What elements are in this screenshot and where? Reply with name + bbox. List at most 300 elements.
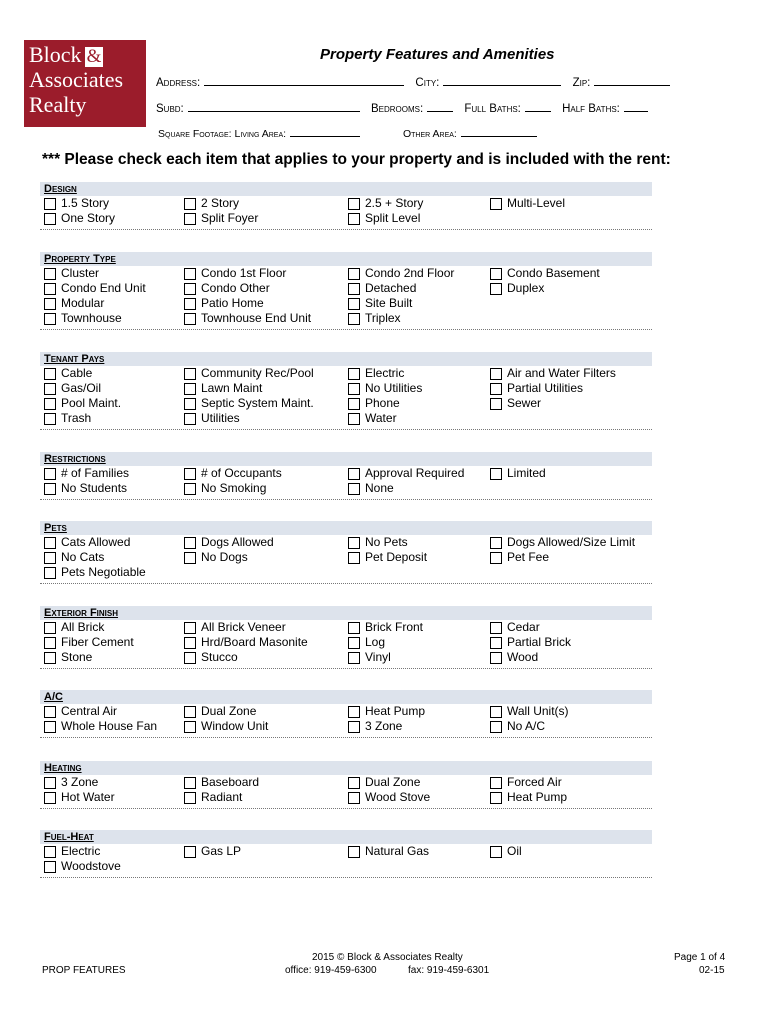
- checkbox-label: Cats Allowed: [61, 535, 131, 549]
- checkbox[interactable]: [490, 268, 502, 280]
- section-items: [40, 266, 652, 330]
- checkbox-item-split-foyer[interactable]: [184, 211, 258, 226]
- checkbox-label: All Brick Veneer: [201, 620, 286, 634]
- checkbox-item-lawn-maint[interactable]: [184, 381, 262, 396]
- checkbox[interactable]: [490, 383, 502, 395]
- checkbox-label: 2.5 + Story: [365, 196, 424, 210]
- checkbox[interactable]: [44, 198, 56, 210]
- checkbox-label: Wall Unit(s): [507, 704, 569, 718]
- checkbox[interactable]: [348, 706, 360, 718]
- sqft-field[interactable]: [290, 125, 360, 137]
- checkbox-label: Stone: [61, 650, 93, 664]
- checkbox[interactable]: [348, 652, 360, 664]
- header-row-1: [156, 74, 678, 89]
- checkbox-label: Modular: [61, 296, 105, 310]
- checkbox-label: Condo Other: [201, 281, 270, 295]
- checkbox[interactable]: [490, 537, 502, 549]
- checkbox-item-cedar[interactable]: [490, 620, 540, 635]
- checkbox[interactable]: [184, 652, 196, 664]
- checkbox[interactable]: [490, 622, 502, 634]
- checkbox[interactable]: [184, 637, 196, 649]
- checkbox-label: Dogs Allowed/Size Limit: [507, 535, 636, 549]
- checkbox[interactable]: [184, 198, 196, 210]
- checkbox[interactable]: [44, 483, 56, 495]
- checkbox-label: Brick Front: [365, 620, 424, 634]
- checkbox[interactable]: [490, 398, 502, 410]
- checkbox[interactable]: [490, 368, 502, 380]
- checkbox[interactable]: [184, 368, 196, 380]
- checkbox-label: 3 Zone: [61, 775, 99, 789]
- checkbox-label: Electric: [61, 844, 101, 858]
- checkbox[interactable]: [184, 721, 196, 733]
- checkbox-item-duplex[interactable]: [490, 281, 544, 296]
- checkbox[interactable]: [184, 213, 196, 225]
- checkbox[interactable]: [490, 777, 502, 789]
- checkbox-item-pet-deposit[interactable]: [348, 550, 427, 565]
- checkbox-item-central-air[interactable]: [44, 704, 117, 719]
- checkbox-item-whole-house-fan[interactable]: [44, 719, 157, 734]
- header-row-3: [158, 125, 545, 140]
- checkbox[interactable]: [348, 298, 360, 310]
- logo-line3: Realty: [29, 92, 87, 117]
- checkbox[interactable]: [348, 268, 360, 280]
- form-title: Property Features and Amenities: [320, 46, 555, 63]
- checkbox-label: Dual Zone: [201, 704, 257, 718]
- section-title: Property Type: [40, 252, 652, 266]
- checkbox[interactable]: [184, 552, 196, 564]
- checkbox-label: 2 Story: [201, 196, 240, 210]
- checkbox-label: Heat Pump: [507, 790, 568, 804]
- checkbox-item-townhouse[interactable]: [44, 311, 122, 326]
- checkbox-label: 1.5 Story: [61, 196, 110, 210]
- checkbox-item-community-rec-pool[interactable]: [184, 366, 314, 381]
- checkbox[interactable]: [184, 298, 196, 310]
- checkbox-item-no-utilities[interactable]: [348, 381, 422, 396]
- section-fuel-heat: [40, 830, 652, 878]
- checkbox-label: Approval Required: [365, 466, 465, 480]
- checkbox-item-condo-1st-floor[interactable]: [184, 266, 286, 281]
- checkbox-label: Cedar: [507, 620, 540, 634]
- checkbox[interactable]: [490, 706, 502, 718]
- checkbox-label: Pool Maint.: [61, 396, 122, 410]
- instruction-text: *** Please check each item that applies to your property and is included with the rent:: [42, 151, 671, 168]
- city-field[interactable]: [443, 74, 561, 86]
- city-label: City:: [415, 77, 440, 89]
- checkbox[interactable]: [44, 413, 56, 425]
- checkbox-label: Condo 1st Floor: [201, 266, 287, 280]
- section-title: Exterior Finish: [40, 606, 652, 620]
- checkbox-item-partial-brick[interactable]: [490, 635, 571, 650]
- checkbox[interactable]: [348, 413, 360, 425]
- section-tenant-pays: [40, 352, 652, 430]
- checkbox-label: Duplex: [507, 281, 545, 295]
- checkbox[interactable]: [348, 721, 360, 733]
- checkbox-label: No Cats: [61, 550, 105, 564]
- checkbox-item-no-a-c[interactable]: [490, 719, 545, 734]
- checkbox-item-stucco[interactable]: [184, 650, 238, 665]
- address-label: Address:: [156, 77, 201, 89]
- checkbox-label: Pets Negotiable: [61, 565, 146, 579]
- half-baths-label: Half Baths:: [562, 103, 620, 115]
- checkbox[interactable]: [490, 198, 502, 210]
- checkbox[interactable]: [44, 298, 56, 310]
- checkbox-item-stone[interactable]: [44, 650, 92, 665]
- checkbox-item-wood[interactable]: [490, 650, 538, 665]
- checkbox-label: Electric: [365, 366, 405, 380]
- checkbox[interactable]: [184, 468, 196, 480]
- checkbox-item-cats-allowed[interactable]: [44, 535, 130, 550]
- checkbox[interactable]: [44, 706, 56, 718]
- checkbox[interactable]: [44, 861, 56, 873]
- checkbox[interactable]: [184, 283, 196, 295]
- other-area-field[interactable]: [461, 125, 537, 137]
- checkbox-label: Hrd/Board Masonite: [201, 635, 308, 649]
- checkbox-label: # of Occupants: [201, 466, 282, 480]
- checkbox[interactable]: [184, 537, 196, 549]
- checkbox[interactable]: [348, 483, 360, 495]
- checkbox-item-electric[interactable]: [44, 844, 100, 859]
- checkbox-label: Dual Zone: [365, 775, 421, 789]
- address-field[interactable]: [204, 74, 404, 86]
- checkbox-label: No Smoking: [201, 481, 267, 495]
- checkbox-item-one-story[interactable]: [44, 211, 115, 226]
- checkbox[interactable]: [184, 398, 196, 410]
- checkbox-label: Radiant: [201, 790, 243, 804]
- checkbox[interactable]: [348, 198, 360, 210]
- checkbox-item-condo-basement[interactable]: [490, 266, 600, 281]
- checkbox[interactable]: [184, 777, 196, 789]
- section-items: [40, 620, 652, 669]
- checkbox-item-electric[interactable]: [348, 366, 404, 381]
- checkbox-item-cable[interactable]: [44, 366, 92, 381]
- section-items: [40, 704, 652, 738]
- checkbox-label: Townhouse: [61, 311, 122, 325]
- checkbox-item-limited[interactable]: [490, 466, 546, 481]
- logo-line2: Associates: [29, 67, 124, 92]
- checkbox-item-oil[interactable]: [490, 844, 522, 859]
- checkbox-label: Community Rec/Pool: [201, 366, 314, 380]
- checkbox-item-vinyl[interactable]: [348, 650, 391, 665]
- section-property-type: [40, 252, 652, 330]
- checkbox-item-hot-water[interactable]: [44, 790, 115, 805]
- checkbox[interactable]: [184, 413, 196, 425]
- checkbox[interactable]: [44, 468, 56, 480]
- checkbox-item-forced-air[interactable]: [490, 775, 562, 790]
- checkbox-item-gas-lp[interactable]: [184, 844, 241, 859]
- checkbox-label: Window Unit: [201, 719, 269, 733]
- checkbox[interactable]: [44, 622, 56, 634]
- checkbox[interactable]: [348, 383, 360, 395]
- checkbox-item-pet-fee[interactable]: [490, 550, 549, 565]
- checkbox-label: # of Families: [61, 466, 130, 480]
- checkbox[interactable]: [184, 622, 196, 634]
- checkbox-item-radiant[interactable]: [184, 790, 242, 805]
- section-items: [40, 775, 652, 809]
- checkbox[interactable]: [348, 537, 360, 549]
- checkbox[interactable]: [490, 637, 502, 649]
- checkbox[interactable]: [490, 652, 502, 664]
- checkbox-item-trash[interactable]: [44, 411, 91, 426]
- checkbox-item-patio-home[interactable]: [184, 296, 264, 311]
- checkbox[interactable]: [490, 792, 502, 804]
- checkbox-item-condo-other[interactable]: [184, 281, 270, 296]
- checkbox[interactable]: [348, 622, 360, 634]
- company-logo: [24, 40, 146, 127]
- checkbox[interactable]: [44, 213, 56, 225]
- checkbox-item-window-unit[interactable]: [184, 719, 268, 734]
- checkbox[interactable]: [184, 268, 196, 280]
- checkbox-item-dual-zone[interactable]: [184, 704, 256, 719]
- checkbox[interactable]: [44, 313, 56, 325]
- checkbox-label: Patio Home: [201, 296, 264, 310]
- section-title: Pets: [40, 521, 652, 535]
- checkbox-label: Utilities: [201, 411, 240, 425]
- checkbox-item-baseboard[interactable]: [184, 775, 259, 790]
- checkbox-label: Split Level: [365, 211, 421, 225]
- bedrooms-field[interactable]: [427, 100, 453, 112]
- checkbox-label: Oil: [507, 844, 522, 858]
- checkbox[interactable]: [44, 268, 56, 280]
- checkbox[interactable]: [348, 637, 360, 649]
- checkbox-label: Partial Utilities: [507, 381, 584, 395]
- checkbox-label: Forced Air: [507, 775, 562, 789]
- checkbox-label: Natural Gas: [365, 844, 430, 858]
- checkbox-item-1-5-story[interactable]: [44, 196, 109, 211]
- checkbox-item-air-and-water-filters[interactable]: [490, 366, 616, 381]
- checkbox[interactable]: [184, 792, 196, 804]
- checkbox-item-of-families[interactable]: [44, 466, 129, 481]
- section-title: Fuel-Heat: [40, 830, 652, 844]
- checkbox-item-gas-oil[interactable]: [44, 381, 101, 396]
- checkbox[interactable]: [348, 398, 360, 410]
- checkbox[interactable]: [44, 283, 56, 295]
- checkbox-item-hrd-board-masonite[interactable]: [184, 635, 308, 650]
- checkbox-label: No A/C: [507, 719, 546, 733]
- checkbox[interactable]: [490, 721, 502, 733]
- checkbox[interactable]: [490, 552, 502, 564]
- checkbox-label: Fiber Cement: [61, 635, 134, 649]
- checkbox-label: Condo 2nd Floor: [365, 266, 455, 280]
- checkbox-label: Whole House Fan: [61, 719, 158, 733]
- checkbox-item-approval-required[interactable]: [348, 466, 464, 481]
- checkbox-item-phone[interactable]: [348, 396, 400, 411]
- checkbox[interactable]: [44, 846, 56, 858]
- section-items: [40, 535, 652, 584]
- checkbox-item-woodstove[interactable]: [44, 859, 121, 874]
- footer-copyright: 2015 © Block & Associates Realty: [312, 952, 463, 963]
- checkbox-item-dogs-allowed[interactable]: [184, 535, 274, 550]
- checkbox[interactable]: [44, 552, 56, 564]
- header-row-2: [156, 100, 656, 115]
- checkbox[interactable]: [184, 383, 196, 395]
- checkbox[interactable]: [44, 383, 56, 395]
- checkbox-label: 3 Zone: [365, 719, 403, 733]
- checkbox-item-detached[interactable]: [348, 281, 416, 296]
- checkbox-item-3-zone[interactable]: [348, 719, 402, 734]
- checkbox-label: Townhouse End Unit: [201, 311, 312, 325]
- checkbox-item-multi-level[interactable]: [490, 196, 565, 211]
- checkbox[interactable]: [348, 213, 360, 225]
- footer-revision: 02-15: [699, 965, 725, 976]
- section-heating: [40, 761, 652, 809]
- checkbox-item-no-students[interactable]: [44, 481, 127, 496]
- checkbox-item-water[interactable]: [348, 411, 397, 426]
- section-a-c: [40, 690, 652, 738]
- checkbox-item-wall-unit-s[interactable]: [490, 704, 569, 719]
- zip-field[interactable]: [594, 74, 670, 86]
- checkbox-label: Cluster: [61, 266, 100, 280]
- checkbox-item-pets-negotiable[interactable]: [44, 565, 146, 580]
- checkbox-item-septic-system-maint[interactable]: [184, 396, 314, 411]
- checkbox[interactable]: [44, 792, 56, 804]
- checkbox-label: Wood: [507, 650, 539, 664]
- section-items: [40, 844, 652, 878]
- section-items: [40, 196, 652, 230]
- section-title: Restrictions: [40, 452, 652, 466]
- checkbox-label: Gas/Oil: [61, 381, 102, 395]
- checkbox-item-sewer[interactable]: [490, 396, 541, 411]
- checkbox-item-fiber-cement[interactable]: [44, 635, 134, 650]
- bedrooms-label: Bedrooms:: [370, 103, 424, 115]
- checkbox[interactable]: [184, 846, 196, 858]
- checkbox-label: Septic System Maint.: [201, 396, 314, 410]
- zip-label: Zip:: [572, 77, 591, 89]
- checkbox-item-no-cats[interactable]: [44, 550, 104, 565]
- checkbox-item-split-level[interactable]: [348, 211, 420, 226]
- checkbox-item-partial-utilities[interactable]: [490, 381, 583, 396]
- checkbox-label: One Story: [61, 211, 116, 225]
- checkbox-item-condo-end-unit[interactable]: [44, 281, 146, 296]
- checkbox-label: Trash: [61, 411, 92, 425]
- subd-label: Subd:: [156, 103, 184, 115]
- checkbox-item-townhouse-end-unit[interactable]: [184, 311, 311, 326]
- checkbox[interactable]: [490, 846, 502, 858]
- checkbox-label: Pet Fee: [507, 550, 550, 564]
- checkbox[interactable]: [348, 468, 360, 480]
- checkbox-item-no-dogs[interactable]: [184, 550, 248, 565]
- checkbox-label: Wood Stove: [365, 790, 431, 804]
- checkbox[interactable]: [44, 368, 56, 380]
- section-title: Heating: [40, 761, 652, 775]
- checkbox-label: Water: [365, 411, 397, 425]
- checkbox-item-of-occupants[interactable]: [184, 466, 282, 481]
- checkbox[interactable]: [184, 313, 196, 325]
- checkbox-item-none[interactable]: [348, 481, 394, 496]
- checkbox[interactable]: [348, 368, 360, 380]
- checkbox-label: Condo Basement: [507, 266, 600, 280]
- checkbox[interactable]: [184, 706, 196, 718]
- other-area-label: Other Area:: [402, 128, 457, 140]
- checkbox-label: Heat Pump: [365, 704, 426, 718]
- checkbox-item-no-pets[interactable]: [348, 535, 408, 550]
- checkbox-label: Stucco: [201, 650, 238, 664]
- checkbox-item-2-story[interactable]: [184, 196, 239, 211]
- checkbox-item-condo-2nd-floor[interactable]: [348, 266, 454, 281]
- checkbox-label: Sewer: [507, 396, 542, 410]
- checkbox-label: Lawn Maint: [201, 381, 263, 395]
- checkbox-item-natural-gas[interactable]: [348, 844, 429, 859]
- checkbox-item-triplex[interactable]: [348, 311, 401, 326]
- checkbox[interactable]: [184, 483, 196, 495]
- checkbox-label: Site Built: [365, 296, 413, 310]
- checkbox[interactable]: [44, 537, 56, 549]
- checkbox-item-all-brick[interactable]: [44, 620, 104, 635]
- checkbox-label: Detached: [365, 281, 417, 295]
- section-title: Design: [40, 182, 652, 196]
- section-restrictions: [40, 452, 652, 500]
- checkbox-label: No Students: [61, 481, 128, 495]
- checkbox-label: Central Air: [61, 704, 118, 718]
- section-pets: [40, 521, 652, 584]
- full-baths-label: Full Baths:: [464, 103, 521, 115]
- checkbox-item-pool-maint[interactable]: [44, 396, 121, 411]
- checkbox[interactable]: [44, 652, 56, 664]
- footer-office-phone: office: 919-459-6300: [285, 965, 377, 976]
- checkbox-item-log[interactable]: [348, 635, 385, 650]
- checkbox-item-heat-pump[interactable]: [348, 704, 425, 719]
- checkbox-item-site-built[interactable]: [348, 296, 412, 311]
- section-design: [40, 182, 652, 230]
- checkbox-item-cluster[interactable]: [44, 266, 99, 281]
- logo-line1: Block: [29, 42, 82, 67]
- checkbox-label: Baseboard: [201, 775, 260, 789]
- subd-field[interactable]: [188, 100, 360, 112]
- checkbox[interactable]: [348, 283, 360, 295]
- checkbox[interactable]: [44, 637, 56, 649]
- section-title: A/C: [40, 690, 652, 704]
- full-baths-field[interactable]: [525, 100, 551, 112]
- checkbox-label: Air and Water Filters: [507, 366, 616, 380]
- checkbox-label: Cable: [61, 366, 93, 380]
- section-items: [40, 366, 652, 430]
- checkbox-label: Gas LP: [201, 844, 242, 858]
- checkbox[interactable]: [490, 283, 502, 295]
- checkbox[interactable]: [44, 777, 56, 789]
- checkbox-item-wood-stove[interactable]: [348, 790, 430, 805]
- checkbox-item-brick-front[interactable]: [348, 620, 423, 635]
- checkbox-label: Condo End Unit: [61, 281, 146, 295]
- footer-form-id: PROP FEATURES: [42, 965, 126, 976]
- checkbox[interactable]: [348, 777, 360, 789]
- checkbox[interactable]: [44, 721, 56, 733]
- checkbox-label: Woodstove: [61, 859, 121, 873]
- checkbox[interactable]: [348, 552, 360, 564]
- section-title: Tenant Pays: [40, 352, 652, 366]
- checkbox-item-no-smoking[interactable]: [184, 481, 266, 496]
- checkbox-label: Limited: [507, 466, 546, 480]
- half-baths-field[interactable]: [624, 100, 648, 112]
- checkbox-item-utilities[interactable]: [184, 411, 240, 426]
- checkbox[interactable]: [348, 792, 360, 804]
- checkbox[interactable]: [348, 846, 360, 858]
- checkbox-label: Partial Brick: [507, 635, 572, 649]
- checkbox-label: Phone: [365, 396, 400, 410]
- checkbox[interactable]: [44, 398, 56, 410]
- checkbox-item-heat-pump[interactable]: [490, 790, 567, 805]
- checkbox-item-3-zone[interactable]: [44, 775, 98, 790]
- checkbox-item-all-brick-veneer[interactable]: [184, 620, 286, 635]
- checkbox[interactable]: [348, 313, 360, 325]
- checkbox[interactable]: [490, 468, 502, 480]
- checkbox-label: All Brick: [61, 620, 105, 634]
- checkbox-label: Dogs Allowed: [201, 535, 274, 549]
- checkbox-label: Log: [365, 635, 386, 649]
- checkbox[interactable]: [44, 567, 56, 579]
- checkbox-item-dual-zone[interactable]: [348, 775, 420, 790]
- checkbox-item-2-5-story[interactable]: [348, 196, 423, 211]
- checkbox-item-dogs-allowed-size-limit[interactable]: [490, 535, 635, 550]
- checkbox-item-modular[interactable]: [44, 296, 104, 311]
